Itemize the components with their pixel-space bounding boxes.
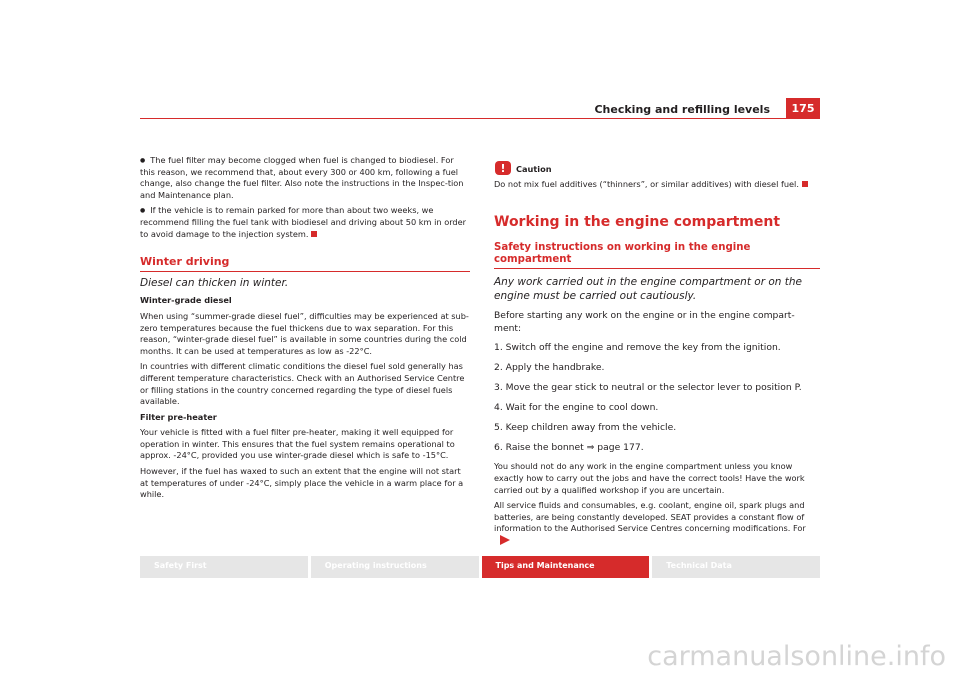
subheading-filter-preheater: Filter pre-heater [140,411,217,422]
section-heading-safety: Safety instructions on working in the engine compartment [494,242,751,265]
step-item: 5. Keep children away from the vehicle. [494,422,677,434]
continue-arrow-icon [500,535,510,545]
tab-operating-instructions[interactable]: Operating instructions [311,556,479,578]
section-heading-winter: Winter driving [140,255,230,269]
page-header-title: Checking and refilling levels [594,103,770,116]
header-divider [140,118,820,119]
section-subheading: Any work carried out in the engine compartment or on the engine must be carried out cautiously. [494,276,803,303]
footer-nav [140,556,820,578]
bullet-item [140,205,470,240]
section-subheading: Diesel can thicken in winter. [140,276,289,289]
paragraph: However, if the fuel has waxed to such an extent that the engine will not start at temperatures of under -24°C, simply place the vehicle in a warm place for a while. [140,466,464,500]
bullet-text: If the vehicle is to remain parked for more than about two weeks, we recommend filling the fuel tank with biodiesel and driving about 50 km in order to avoid damage to the injection system. [140,205,467,239]
paragraph-text: All service fluids and consumables, e.g. coolant, engine oil, spark plugs and batteries, are being constantly developed. SEAT provides a constant flow of information to the Authorised Service Centres concerning modifications. For [494,500,806,534]
paragraph: In countries with different climatic conditions the diesel fuel sold generally has different temperature characteristics. Check with an Authorised Service Centre or filling stations in the country concerned regarding the type of diesel fuels available. [140,361,465,407]
steps-list [494,309,820,454]
caution-icon [494,160,512,176]
watermark: carmanualsonline.info [647,641,946,672]
section-end-icon [802,181,808,187]
step-item[interactable]: 6. Raise the bonnet ⇒ page 177. [494,442,644,454]
right-column [494,160,820,552]
bullet-text: The fuel filter may become clogged when fuel is changed to biodiesel. For this reason, we recommend that, about every 300 or 400 km, following a fuel change, also change the fuel filter. Also note the instructions in the Inspec-tion and Maintenance plan. [140,155,464,200]
left-column [140,155,470,505]
section-divider [140,271,470,272]
step-item: 3. Move the gear stick to neutral or the selector lever to position P. [494,382,802,394]
page-number: 175 [786,98,820,118]
intro-text: Before starting any work on the engine or in the engine compart-ment: [494,310,795,335]
caution-text: Do not mix fuel additives (“thinners”, or similar additives) with diesel fuel. [494,179,799,189]
paragraph: Your vehicle is fitted with a fuel filter pre-heater, making it well equipped for operation in winter. This ensures that the fuel system remains operational to approx. -24°C, provided you use winter-grade diesel which is safe to -15°C. [140,427,455,461]
bullet-item [140,155,470,201]
section-divider [494,268,820,269]
tab-safety-first[interactable]: Safety First [140,556,308,578]
chapter-heading: Working in the engine compartment [494,213,781,230]
paragraph: When using “summer-grade diesel fuel”, difficulties may be experienced at sub-zero temperatures because the fuel thickens due to wax separation. For this reason, “winter-grade diesel fuel” is available in some countries during the cold months. It can be used at temperatures as low as -22°C. [140,310,469,356]
caution-label: Caution [516,164,552,175]
step-item: 1. Switch off the engine and remove the key from the ignition. [494,342,781,354]
step-item: 2. Apply the handbrake. [494,362,605,374]
caution-header [494,160,820,176]
tab-technical-data[interactable]: Technical Data [652,556,820,578]
tab-tips-and-maintenance[interactable]: Tips and Maintenance [482,556,650,578]
paragraph-continued [494,500,820,547]
section-end-icon [311,231,317,237]
step-item: 4. Wait for the engine to cool down. [494,402,659,414]
paragraph: You should not do any work in the engine compartment unless you know exactly how to carry out the jobs and have the correct tools! Have the work carried out by a qualified workshop if you are uncertain. [494,461,805,495]
svg-text:!: ! [500,162,506,175]
caution-text-row [494,179,820,191]
subheading-winter-grade: Winter-grade diesel [140,295,232,306]
